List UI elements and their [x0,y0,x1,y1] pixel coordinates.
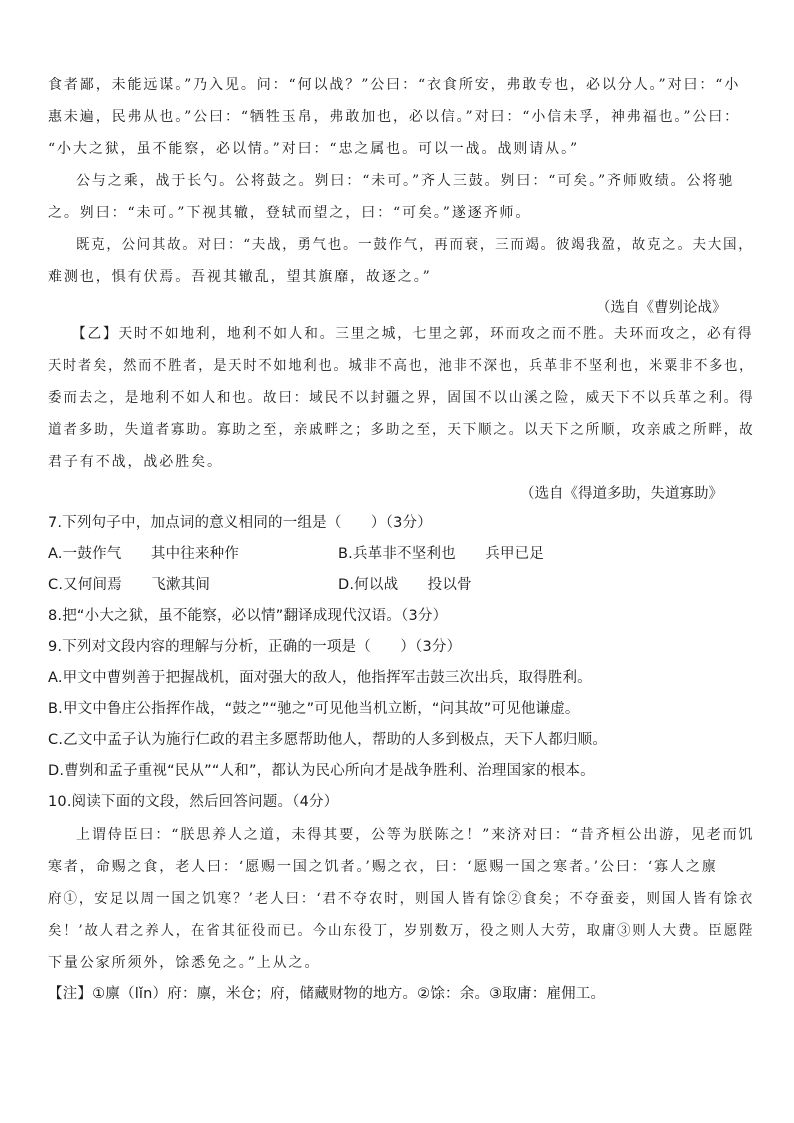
passage-jia-line: 既克，公问其故。对曰：“夫战，勇气也。一鼓作气，再而衰，三而竭。彼竭我盈，故克之。夫大国， [76,237,754,253]
source-yi: （选自《得道多助，失道寡助》 [520,486,723,502]
passage-yi-line: 天时者矣，然而不胜者，是天时不如地利也。城非不高也，池非不深也，兵革非不坚利也，米粟非不多也， [48,358,755,374]
passage-yi-line: 委而去之，是地利不如人和也。故曰：域民不以封疆之界，固国不以山溪之险，威天下不以兵革之利。得 [48,390,755,406]
question-10-stem: 10.阅读下面的文段，然后回答问题。（4分） [48,794,339,810]
passage-10-line: 府①，安足以周一国之饥寒？’老人曰：‘君不夺农时，则国人皆有馀②食矣；不夺蚕妾，则国人皆有馀衣 [48,891,755,907]
question-7-option-c: C.又何间焉 飞漱其间 [48,577,211,593]
question-8: 8.把“小大之狱，虽不能察，必以情”翻译成现代汉语。（3分） [48,608,448,624]
question-7-option-d: D.何以战 投以骨 [338,577,472,593]
question-9-stem: 9.下列对文段内容的理解与分析，正确的一项是（ ）（3分） [48,639,462,655]
passage-yi-line: 道者多助，失道者寡助。寡助之至，亲戚畔之；多助之至，天下顺之。以天下之所顺，攻亲戚之所畔，故 [48,422,755,438]
passage-yi-line: 【乙】天时不如地利，地利不如人和。三里之城，七里之郭，环而攻之而不胜。夫环而攻之，必有得 [72,326,754,342]
passage-jia-line: 食者鄙，未能远谋。”乃入见。问：“何以战？”公曰：“衣食所安，弗敢专也，必以分人。”对曰：“小 [48,77,741,93]
question-9-option: D.曹刿和孟子重视“民从”“人和”，都认为民心所向才是战争胜利、治理国家的根本。 [48,763,595,779]
passage-jia-line: 之。刿曰：“未可。”下视其辙，登轼而望之，曰：“可矣。”遂逐齐师。 [48,205,532,221]
passage-jia-line: “小大之狱，虽不能察，必以情。”对曰：“忠之属也。可以一战。战则请从。” [48,141,580,157]
passage-10-line: 上谓侍臣曰：“朕思养人之道，未得其要，公等为朕陈之！”来济对曰：“昔齐桓公出游，见老而饥 [76,827,755,843]
question-9-option: B.甲文中鲁庄公指挥作战，“鼓之”“驰之”可见他当机立断，“问其故”可见他谦虚。 [48,701,580,717]
passage-jia-line: 公与之乘，战于长勺。公将鼓之。刿曰：“未可。”齐人三鼓。刿曰：“可矣。”齐师败绩。公将驰 [76,173,735,189]
passage-yi-line: 君子有不战，战必胜矣。 [48,454,223,470]
passage-10-line: 矣！’故人君之养人，在省其征役而已。今山东役丁，岁别数万，役之则人大劳，取庸③则人大费。臣愿陛 [48,923,755,939]
question-7-option-b: B.兵革非不坚利也 兵甲已足 [338,546,545,562]
question-9-option: C.乙文中孟子认为施行仁政的君主多愿帮助他人，帮助的人多到极点，天下人都归顺。 [48,732,608,748]
passage-10-line: 下量公家所须外，馀悉免之。”上从之。 [48,955,321,971]
passage-10-line: 寒者，命赐之食，老人曰：‘愿赐一国之饥者。’赐之衣，曰：‘愿赐一国之寒者。’公曰：‘寡人之廪 [48,859,718,875]
source-jia: （选自《曹刿论战》 [596,300,727,316]
footnote: 【注】①廪（lǐn）府：廪，米仓；府，储藏财物的地方。②馀：余。③取庸：雇佣工。 [48,986,606,1002]
question-7-option-a: A.一鼓作气 其中往来种作 [48,546,240,562]
passage-jia-line: 惠未遍，民弗从也。”公曰：“牺牲玉帛，弗敢加也，必以信。”对曰：“小信未孚，神弗福也。”公曰： [48,109,741,125]
passage-jia-line: 难测也，惧有伏焉。吾视其辙乱，望其旗靡，故逐之。” [48,269,432,285]
question-9-option: A.甲文中曹刿善于把握战机，面对强大的敌人，他指挥军击鼓三次出兵，取得胜利。 [48,670,592,686]
question-7-stem: 7.下列句子中，加点词的意义相同的一组是（ ）（3分） [48,515,432,531]
